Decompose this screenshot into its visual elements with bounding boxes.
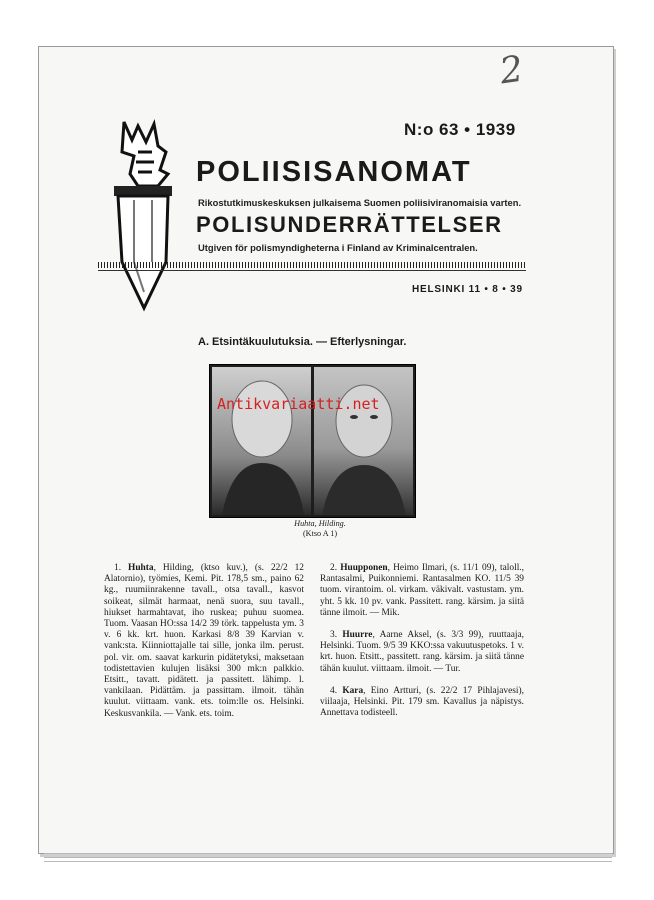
page-edge — [44, 853, 612, 854]
notice-entry: 2. Huupponen, Heimo Ilmari, (s. 11/1 09), taloll., Rantasalmi, Puikonniemi. Rantasalmen KO. 11/5 39 tuom. virantoim. ol. virkam. väkivalt. vastustam. ym. yht. 5 kk. 10 pv. vank. Passitett. rang. kärsim. ja siitä tänne ilmoit. — Mik. — [320, 563, 524, 618]
section-heading: A. Etsintäkuulutuksia. — Efterlysningar. — [198, 336, 407, 348]
page-edge — [44, 861, 612, 862]
subtitle-swedish: Utgiven för polismyndigheterna i Finland av Kriminalcentralen. — [198, 242, 478, 253]
photo-caption — [270, 519, 370, 539]
front-photo — [314, 367, 413, 515]
notice-entry: 3. Huurre, Aarne Aksel, (s. 3/3 99), ruuttaaja, Helsinki. Tuom. 9/5 39 KKO:ssa vakuutuspetoks. 1 v. krt. huon. Etsitt., passitett. rang. kärsim. ja siitä tänne tähän kuulut. viittaam. ilmoit. — Tur. — [320, 630, 525, 674]
police-emblem-icon — [94, 112, 194, 312]
title-swedish: POLISUNDERRÄTTELSER — [196, 212, 503, 237]
subtitle-finnish: Rikostutkimuskeskuksen julkaisema Suomen poliisiviranomaisia varten. — [198, 197, 522, 208]
header-rule — [98, 262, 526, 268]
column-left — [104, 563, 304, 731]
column-right — [320, 563, 524, 730]
watermark-text: Antikvariaatti.net — [217, 395, 380, 413]
header-rule — [98, 270, 526, 271]
title-finnish: POLIISISANOMAT — [196, 156, 472, 188]
mugshot-photo — [209, 364, 416, 518]
caption-reference: (Ktso A 1) — [302, 529, 338, 538]
profile-photo — [212, 367, 311, 515]
handwritten-note: 2 — [497, 48, 526, 93]
issue-number: N:o 63 • 1939 — [404, 120, 516, 139]
caption-name: Huhta, Hilding. — [294, 519, 346, 528]
dateline: HELSINKI 11 • 8 • 39 — [412, 284, 523, 295]
notice-entry: 4. Kara, Eino Artturi, (s. 22/2 17 Pihlajavesi), viilaaja, Helsinki. Pit. 179 sm. Kavallus ja näpistys. Annettava todisteell. — [320, 685, 524, 719]
page-edge — [44, 857, 612, 858]
notice-entry: 1. Huhta, Hilding, (ktso kuv.), (s. 22/2 12 Alatornio), työmies, Kemi. Pit. 178,5 sm., paino 62 kg., ruumiinrakenne tavall., otsa tavall., kasvot soikeat, silmät harmaat, nenä suora, suu tavall., hiukset harmahtavat, iho ruskea; puhuu suomea. Tuom. Vaasan HO:ssa 14/2 39 törk. tappelusta ym. 3 v. 6 kk. krt. huon. Karkasi 8/8 39 Karvian v. vank:sta. Kiinniottajalle tai sille, jonka ilm. perust. pol. vir. om. saavat karkurin pidätetyksi, maksetaan todistettavien kulujen lisäksi 300 mk:n palkkio. Etsitt., tavatt. pidätett. ja passitett. lähimp. l. vankilaan. Pidättäm. ja passittam. ilmoit. tähän kuulut. viittaam. vank. ets. toim:lle os. Helsinki. Keskusvankila. — Vank. ets. toim. — [104, 563, 304, 719]
